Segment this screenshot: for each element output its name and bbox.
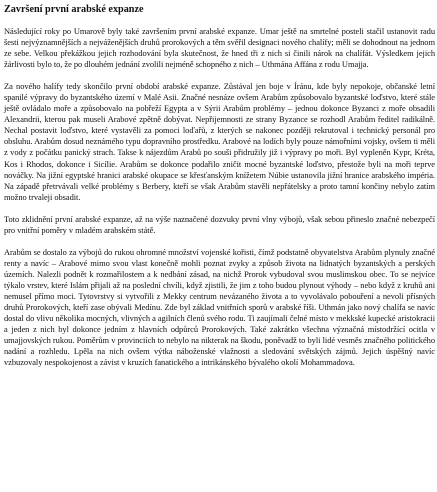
paragraph-1: Následující roky po Umarově byly také završením první arabské expanze. Umar ještě na smrtelné posteli stačil ustanovit radu šesti nejvýznamnějších a nejváženějších druhů prorokových a těm svěřil designaci nového chalífy; měli se dohodnout na jednom ze sebe. Velkou překážkou jejich rozhodování byla skutečnost, že hned tři z nich si činili nárok na chalífát. Výsledkem jejich žárlivosti bylo to, že po dlouhém jednání zvolili nejméně schopného z nich – Uthmána Affána z rodu Umajja.: [4, 26, 435, 70]
document-title: Završení první arabské expanze: [4, 4, 144, 15]
paragraph-4: Arabům se dostalo za výbojů do rukou ohromné množství vojenské kořisti, čímž podstatně obyvatelstva Arabům plynuly značné renty a navíc – Arabové mimo svou vlast konečně mohli poznat zvyky a způsob života na lidnatých byzantských a perských územích. Nalezli podnět k rozmařilostem a k nedbání zásad, na nichž Prorok vybudoval svou muslimskou obec. To se nejvíce týkalo vrstev, které Islám přijali až na poslední chvíli, když zjistili, že jim z toho budou plynout výhody – nebo když z kruhů ani nemusel přímo moci. Tytovrstvy si vytvořili z Mekky centrum nevázaného života a to vyvolávalo pobouření a nevoli přísných druhů Prorokových, kteří zase obývali Medínu. Zde byl základ vnitřních sporů v arabské říši. Uthmán jako nový chalífa se navíc dostal do vlivu několika mocných, vlivných a agilních členů svého rodu. Ti zaujímali čelné místo v mekkské kupecké aristokracii a jeden z nich byl dokonce jedním z hlavních odpůrců Prorokových. Také zakrátko všechna význačná místodržící ocitla v umajjovských rukou. Poměrům v provinciích to nebylo na nikterak na škodu, poněvadž to byli lidé vesměs značného politického nadání a rozhledu. Lpěla na nich ovšem výtka náboženské vlažnosti a sledování světských zájmů. Jejich úspěšný navíc vzbuzovaly nespokojenost a závist v kruzích fanatického a intrikánského bývalého okolí Mohammadova.: [4, 246, 435, 368]
paragraph-3: Toto zklidnění první arabské expanze, až na výše naznačené dozvuky první vlny výbojů, však sebou přineslo značné nebezpečí pro vnitřní poměry v mladém arabském státě.: [4, 213, 435, 235]
paragraph-2: Za nového halífy tedy skončilo první období arabské expanze. Zůstával jen boje v Íránu, kde byly nepokoje, občanské letní spanilé výpravy do byzantského území v Malé Asii. Značné nesnáze ovšem Arabům způsobovalo byzantské loďstvo, které stále ještě ovládalo moře a způsobovalo na pobřeží Egypta a v Sýrii Arabům problémy – jednou dokonce Byzanci z moře obsadili Alexandrii, kterou pak museli Arabové zpětně dobývat. Nepřijemnosti ze strany Byzance se rozhodl Arabům ředitel radikálně. Nechal postavit loďstvo, které vystavěli za pomoci loďařů, z kterých se nakonec později rekrutoval i technický personál pro obsluhu. Arabům dosud neznámého typu dopravního prostředku. Arabové na lodích byly pouze námořními vojsky, ovšem ti měli z vody z počátku panický strach. Takse k nájezdům Arabů po souši přidružily již i výpravy po moři. Byl vypleněn Kypr, Kréta, Kos i Rhodos, dokonce i Sicílie. Arabům se dokonce podařilo zničit mocné byzantské loďstvo, přestože byli na moři teprve nováčky. Na jižní egyptské hranici arabské okupace se křesťanským knížetem Núbie ustanovila jižní hranice arabského impéria. Na západě přetrvávali velké problémy s Berbery, kteří se však Arabům stavěli nepřátelsky a proto tamní končiny nebylo zatím možno trvaleji obsadit.: [4, 81, 435, 202]
